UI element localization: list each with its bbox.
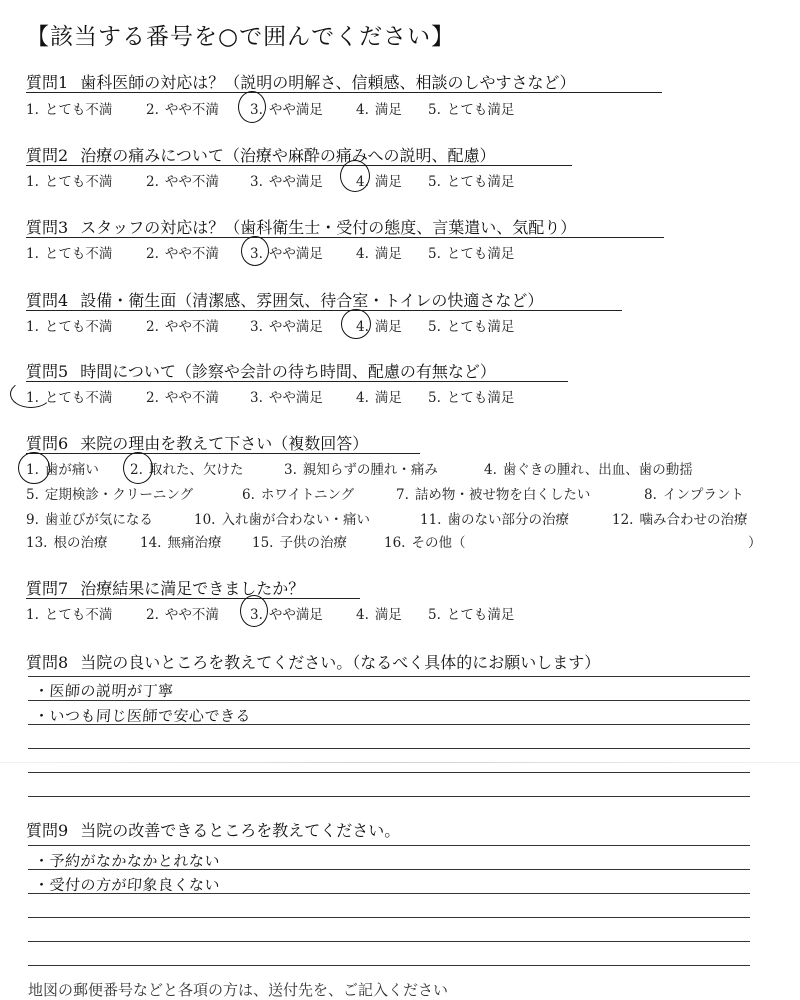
q6-reason-4[interactable]: 4. 歯ぐきの腫れ、出血、歯の動揺 [484,462,693,478]
q3-option-5[interactable]: 5. とても満足 [428,246,515,262]
question-6-number: 質問6 [26,434,69,453]
page-heading: 【該当する番号を○で囲んでください】 [26,24,456,50]
q9-line-5 [28,941,750,942]
q7-option-2[interactable]: 2. やや不満 [146,607,219,623]
question-9-title [26,818,400,841]
q4-option-3[interactable]: 3. やや満足 [250,319,323,335]
q3-option-4[interactable]: 4. 満足 [356,246,402,262]
q9-line-6 [28,965,750,966]
q4-option-1[interactable]: 1. とても不満 [26,319,113,335]
q8-line-1 [28,676,750,677]
q6-reason-6[interactable]: 6. ホワイトニング [242,487,355,503]
q6-reason-14[interactable]: 14. 無痛治療 [140,535,222,551]
question-7-text: 治療結果に満足できましたか？ [80,579,305,598]
q6-reason-11[interactable]: 11. 歯のない部分の治療 [420,512,569,528]
question-8-text: 当院の良いところを教えてください。（なるべく具体的にお願いします） [80,653,601,672]
question-5-title [26,359,496,382]
question-7-title [26,576,304,599]
q5-option-4[interactable]: 4. 満足 [356,390,402,406]
q9-answer-1: ・予約がなかなかとれない [33,852,221,870]
q6-reason-5[interactable]: 5. 定期検診・クリーニング [26,487,194,503]
question-4-number: 質問4 [26,291,69,310]
question-3-number: 質問3 [26,218,69,237]
question-5-text: 時間について（診察や会計の待ち時間、配慮の有無など） [80,362,496,381]
question-2-underline [26,165,572,166]
q5-option-2[interactable]: 2. やや不満 [146,390,219,406]
q6-reason-8[interactable]: 8. インプラント [644,487,744,503]
q6-reason-9[interactable]: 9. 歯並びが気になる [26,512,153,528]
q9-answer-2: ・受付の方が印象良くない [33,876,221,894]
q3-option-1[interactable]: 1. とても不満 [26,246,113,262]
q6-reason-13[interactable]: 13. 根の治療 [26,535,108,551]
q5-option-1[interactable]: 1. とても不満 [26,390,113,406]
question-4-underline [26,310,622,311]
q4-option-4[interactable]: 4. 満足 [356,319,402,335]
q2-option-3[interactable]: 3. やや満足 [250,174,323,190]
q1-option-2[interactable]: 2. やや不満 [146,102,219,118]
question-5-underline [26,381,568,382]
question-6-title [26,431,368,454]
q1-option-4[interactable]: 4. 満足 [356,102,402,118]
q8-answer-2: ・いつも同じ医師で安心できる [33,707,252,725]
q8-line-5 [28,772,750,773]
question-7-underline [26,598,360,599]
question-8-number: 質問8 [26,653,69,672]
question-1-title [26,70,576,93]
q7-option-3[interactable]: 3. やや満足 [250,607,323,623]
q6-reason-3[interactable]: 3. 親知らずの腫れ・痛み [284,462,438,478]
q9-line-1 [28,845,750,846]
footer-note: 地図の郵便番号などと各項の方は、送付先を、ご記入ください [28,981,449,999]
question-1-underline [26,92,662,93]
question-8-title [26,650,600,673]
q2-option-5[interactable]: 5. とても満足 [428,174,515,190]
q9-line-4 [28,917,750,918]
question-3-underline [26,237,664,238]
q6-reason-1[interactable]: 1. 歯が痛い [26,462,99,478]
q6-reason-15[interactable]: 15. 子供の治療 [252,535,347,551]
q6-reason-10[interactable]: 10. 入れ歯が合わない・痛い [194,512,370,528]
question-1-number: 質問1 [26,73,69,92]
question-9-number: 質問9 [26,821,69,840]
question-5-number: 質問5 [26,362,69,381]
q1-option-5[interactable]: 5. とても満足 [428,102,515,118]
question-9-text: 当院の改善できるところを教えてください。 [80,821,401,840]
question-2-text: 治療の痛みについて（治療や麻酔の痛みへの説明、配慮） [80,146,496,165]
q6-reason-12[interactable]: 12. 噛み合わせの治療 [612,512,748,528]
question-2-title [26,143,496,166]
question-7-number: 質問7 [26,579,69,598]
q7-option-1[interactable]: 1. とても不満 [26,607,113,623]
question-6-text: 来院の理由を教えて下さい（複数回答） [80,434,369,453]
q8-answer-1: ・医師の説明が丁寧 [33,682,175,700]
q5-option-5[interactable]: 5. とても満足 [428,390,515,406]
paper-fold-line [0,762,800,763]
question-3-title [26,215,576,238]
q6-other-close: ） [748,535,762,551]
q7-option-4[interactable]: 4. 満足 [356,607,402,623]
q7-option-5[interactable]: 5. とても満足 [428,607,515,623]
q4-option-5[interactable]: 5. とても満足 [428,319,515,335]
q8-line-6 [28,796,750,797]
question-6-underline [26,453,420,454]
q4-option-2[interactable]: 2. やや不満 [146,319,219,335]
question-4-title [26,288,543,311]
q2-option-2[interactable]: 2. やや不満 [146,174,219,190]
question-4-text: 設備・衛生面（清潔感、雰囲気、待合室・トイレの快適さなど） [80,291,544,310]
q5-option-3[interactable]: 3. やや満足 [250,390,323,406]
q8-line-4 [28,748,750,749]
q2-option-1[interactable]: 1. とても不満 [26,174,113,190]
question-3-text: スタッフの対応は？（歯科衛生士・受付の態度、言葉遣い、気配り） [80,218,577,237]
question-2-number: 質問2 [26,146,69,165]
q2-option-4[interactable]: 4. 満足 [356,174,402,190]
q3-option-3[interactable]: 3. やや満足 [250,246,323,262]
q3-option-2[interactable]: 2. やや不満 [146,246,219,262]
q1-option-1[interactable]: 1. とても不満 [26,102,113,118]
q6-reason-2[interactable]: 2. 取れた、欠けた [130,462,244,478]
question-1-text: 歯科医師の対応は？（説明の明解さ、信頼感、相談のしやすさなど） [80,73,576,92]
q6-reason-16[interactable]: 16. その他（ [384,535,466,551]
q1-option-3[interactable]: 3. やや満足 [250,102,323,118]
q6-reason-7[interactable]: 7. 詰め物・被せ物を白くしたい [396,487,591,503]
